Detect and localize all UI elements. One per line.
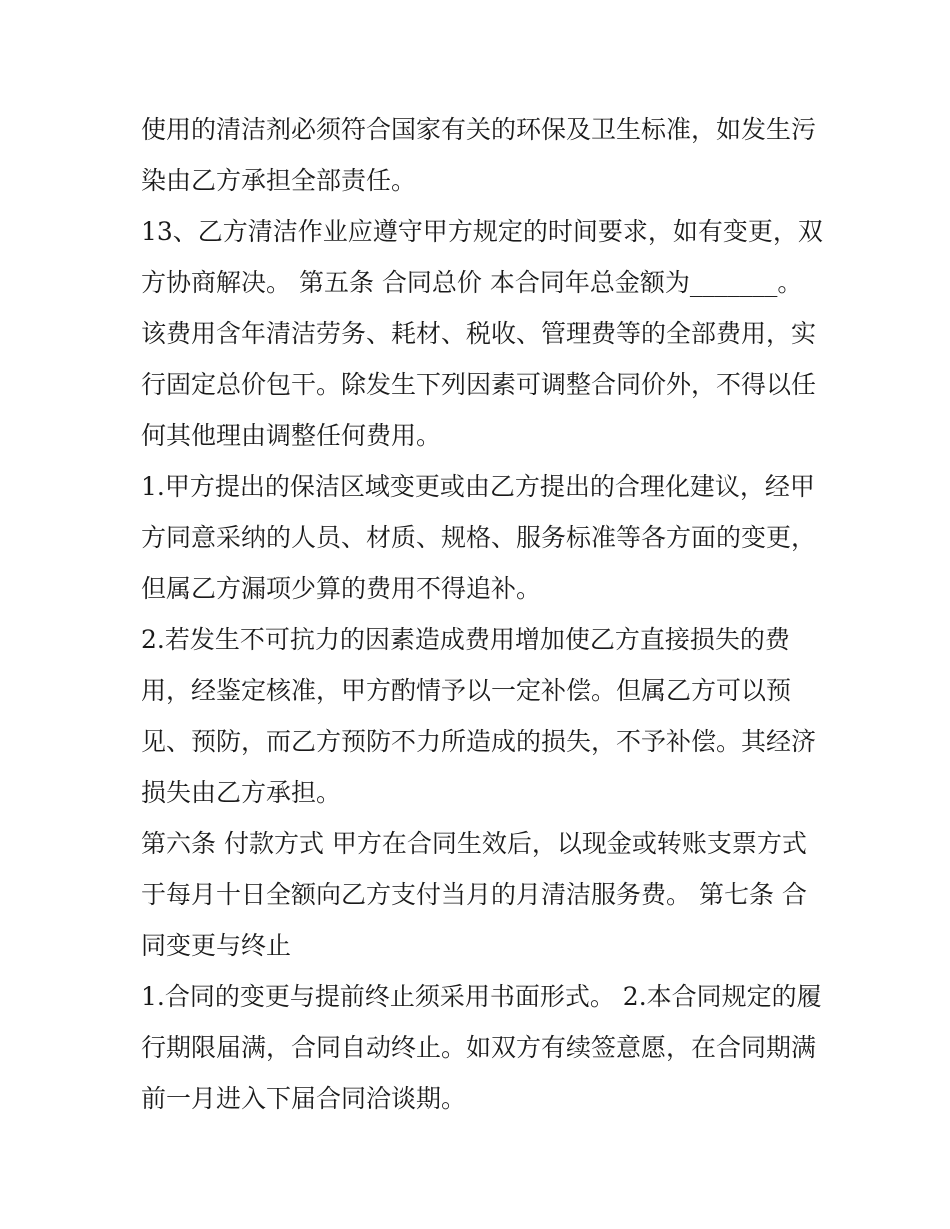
text-line: 染由乙方承担全部责任。 [141, 166, 417, 195]
text-line: 13、乙方清洁作业应遵守甲方规定的时间要求，如有变更，双 [141, 217, 823, 246]
text-line: 1.甲方提出的保洁区域变更或由乙方提出的合理化建议，经甲 [141, 472, 815, 501]
text-line: 1.合同的变更与提前终止须采用书面形式。 2.本合同规定的履 [141, 982, 822, 1011]
text-line: 第六条 付款方式 甲方在合同生效后，以现金或转账支票方式 [141, 829, 807, 858]
text-line: 行固定总价包干。除发生下列因素可调整合同价外，不得以任 [141, 370, 817, 399]
text-line: 前一月进入下届合同洽谈期。 [141, 1084, 467, 1113]
text-line: 但属乙方漏项少算的费用不得追补。 [141, 574, 542, 603]
text-line: 何其他理由调整任何费用。 [141, 421, 442, 450]
text-line: 方同意采纳的人员、材质、规格、服务标准等各方面的变更， [141, 523, 817, 552]
text-line: 方协商解决。 第五条 合同总价 本合同年总金额为_______。 [141, 268, 803, 297]
text-line: 用，经鉴定核准，甲方酌情予以一定补偿。但属乙方可以预 [141, 676, 792, 705]
paragraph-payment-method [141, 818, 821, 971]
paragraph-adjustment-2 [141, 614, 821, 818]
paragraph-clause-13-total-price [141, 206, 821, 461]
text-line: 于每月十日全额向乙方支付当月的月清洁服务费。 第七条 合 [141, 880, 807, 909]
paragraph-adjustment-1 [141, 461, 821, 614]
document-body [141, 104, 821, 1124]
text-line: 2.若发生不可抗力的因素造成费用增加使乙方直接损失的费 [141, 625, 790, 654]
text-line: 该费用含年清洁劳务、耗材、税收、管理费等的全部费用，实 [141, 319, 817, 348]
paragraph-cleaning-agent [141, 104, 821, 206]
text-line: 使用的清洁剂必须符合国家有关的环保及卫生标准，如发生污 [141, 115, 817, 144]
paragraph-change-termination [141, 971, 821, 1124]
text-line: 同变更与终止 [141, 931, 292, 960]
text-line: 行期限届满，合同自动终止。如双方有续签意愿，在合同期满 [141, 1033, 817, 1062]
text-line: 见、预防，而乙方预防不力所造成的损失，不予补偿。其经济 [141, 727, 817, 756]
text-line: 损失由乙方承担。 [141, 778, 342, 807]
